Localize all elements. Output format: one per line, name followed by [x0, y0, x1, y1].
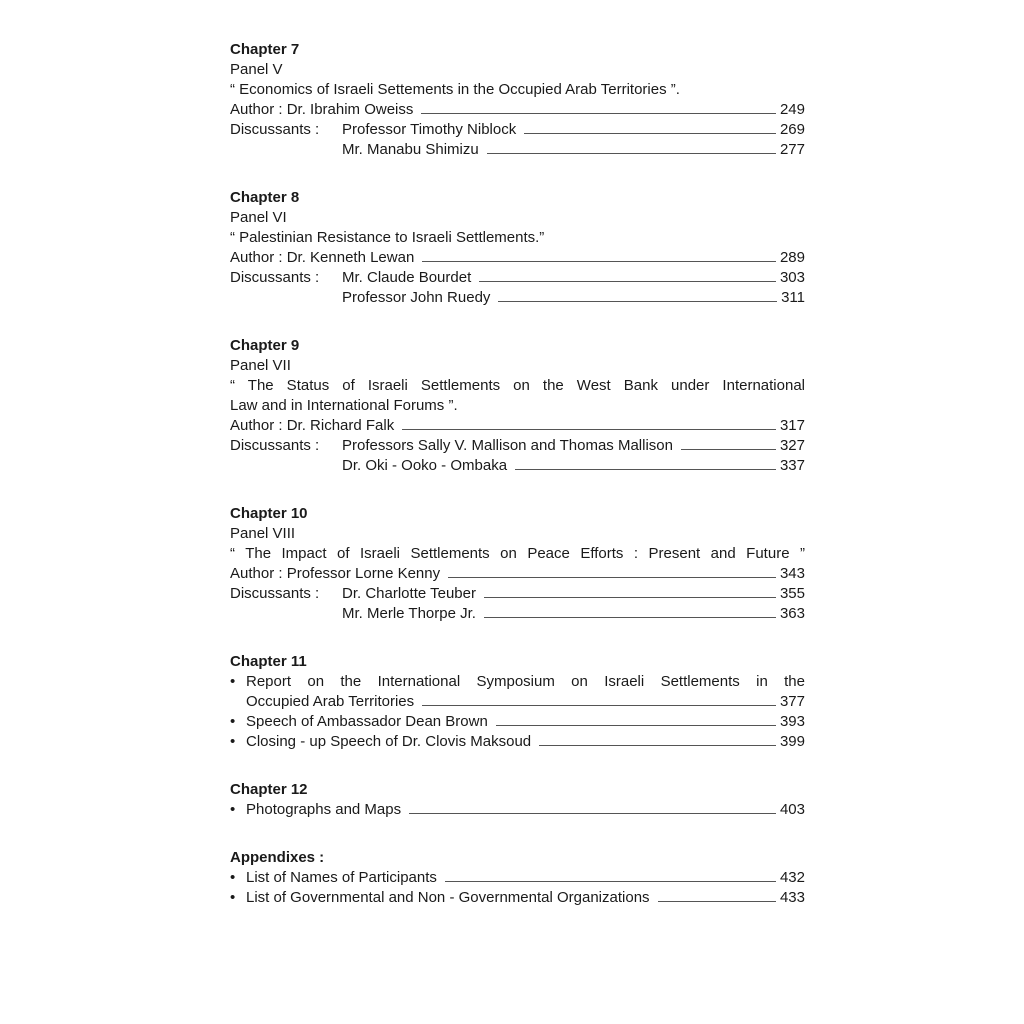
discussant-name: Mr. Manabu Shimizu: [342, 141, 479, 158]
leader-line: [445, 881, 776, 882]
page-number: 269: [779, 121, 805, 138]
discussants-label: Discussants :: [230, 121, 320, 138]
leader-line: [539, 745, 776, 746]
list-item-continuation: [230, 692, 805, 712]
panel-label: Panel V: [230, 61, 283, 78]
page-number: 363: [779, 605, 805, 622]
panel-label: Panel VII: [230, 357, 291, 374]
chapter-title: “ The Impact of Israeli Settlements on Peace Efforts : Present and Future ”: [230, 545, 805, 562]
leader-line: [681, 449, 776, 450]
page-number: 355: [779, 585, 805, 602]
item-text: List of Names of Participants: [246, 869, 437, 886]
leader-line: [422, 261, 776, 262]
leader-line: [448, 577, 776, 578]
discussant-name: Dr. Charlotte Teuber: [342, 585, 476, 602]
discussant-entry: [230, 604, 805, 624]
discussant-name: Professor John Ruedy: [342, 289, 491, 306]
discussants-label: Discussants :: [230, 269, 320, 286]
item-text: Photographs and Maps: [246, 801, 402, 818]
author-entry: [230, 100, 805, 120]
chapter-12-section: [230, 780, 805, 820]
author-entry: [230, 248, 805, 268]
author-label: Author : Dr. Ibrahim Oweiss: [230, 101, 414, 118]
page-number: 433: [779, 889, 805, 906]
panel-label: Panel VIII: [230, 525, 296, 542]
page-number: 303: [779, 269, 805, 286]
leader-line: [409, 813, 776, 814]
page-number: 249: [779, 101, 805, 118]
list-item: [230, 732, 805, 752]
chapter-heading: Chapter 9: [230, 337, 300, 354]
bullet-icon: •: [230, 733, 236, 750]
list-item: [230, 712, 805, 732]
bullet-icon: •: [230, 801, 236, 818]
chapter-title: “ Economics of Israeli Settements in the Occupied Arab Territories ”.: [230, 81, 680, 98]
page-number: 311: [781, 289, 805, 306]
chapter-9-section: [230, 336, 805, 476]
discussants-label: Discussants :: [230, 437, 320, 454]
bullet-icon: •: [230, 889, 236, 906]
chapter-heading: Chapter 7: [230, 41, 300, 58]
page-number: 277: [779, 141, 805, 158]
bullet-icon: •: [230, 713, 236, 730]
table-of-contents: [230, 40, 805, 936]
leader-line: [498, 301, 777, 302]
panel-label: Panel VI: [230, 209, 287, 226]
list-item: [230, 800, 805, 820]
discussant-name: Professors Sally V. Mallison and Thomas Mallison: [342, 437, 673, 454]
item-text-line: Report on the International Symposium on Israeli Settlements in the: [246, 673, 805, 690]
author-label: Author : Professor Lorne Kenny: [230, 565, 441, 582]
discussant-name: Mr. Claude Bourdet: [342, 269, 472, 286]
page-number: 337: [779, 457, 805, 474]
chapter-heading: Chapter 8: [230, 189, 300, 206]
chapter-title-line: “ The Status of Israeli Settlements on the West Bank under International: [230, 377, 805, 394]
item-text: Speech of Ambassador Dean Brown: [246, 713, 488, 730]
discussant-name: Mr. Merle Thorpe Jr.: [342, 605, 476, 622]
item-text-line: Occupied Arab Territories: [246, 693, 415, 710]
discussant-entry: [230, 120, 805, 140]
page-number: 327: [779, 437, 805, 454]
list-item: [230, 868, 805, 888]
appendixes-heading: Appendixes :: [230, 849, 325, 866]
item-text: List of Governmental and Non - Governmental Organizations: [246, 889, 650, 906]
page-number: 289: [779, 249, 805, 266]
author-entry: [230, 416, 805, 436]
discussant-entry: [230, 584, 805, 604]
page-number: 377: [779, 693, 805, 710]
leader-line: [402, 429, 776, 430]
bullet-icon: •: [230, 869, 236, 886]
chapter-10-section: [230, 504, 805, 624]
leader-line: [421, 113, 776, 114]
discussant-entry: [230, 436, 805, 456]
author-entry: [230, 564, 805, 584]
leader-line: [484, 617, 776, 618]
leader-line: [487, 153, 776, 154]
appendixes-section: [230, 848, 805, 908]
leader-line: [479, 281, 776, 282]
chapter-11-section: [230, 652, 805, 752]
discussant-name: Professor Timothy Niblock: [342, 121, 517, 138]
list-item: [230, 888, 805, 908]
discussant-entry: [230, 268, 805, 288]
leader-line: [658, 901, 776, 902]
author-label: Author : Dr. Richard Falk: [230, 417, 395, 434]
list-item: [230, 672, 805, 692]
chapter-7-section: [230, 40, 805, 160]
chapter-title-line: Law and in International Forums ”.: [230, 397, 458, 414]
page-number: 393: [779, 713, 805, 730]
page-number: 343: [779, 565, 805, 582]
leader-line: [515, 469, 776, 470]
page-number: 432: [779, 869, 805, 886]
author-label: Author : Dr. Kenneth Lewan: [230, 249, 415, 266]
discussant-name: Dr. Oki - Ooko - Ombaka: [342, 457, 508, 474]
leader-line: [524, 133, 776, 134]
discussant-entry: [230, 456, 805, 476]
item-text: Closing - up Speech of Dr. Clovis Maksoud: [246, 733, 532, 750]
chapter-heading: Chapter 10: [230, 505, 308, 522]
chapter-8-section: [230, 188, 805, 308]
leader-line: [422, 705, 776, 706]
discussant-entry: [230, 140, 805, 160]
chapter-heading: Chapter 11: [230, 653, 307, 670]
page-number: 403: [779, 801, 805, 818]
chapter-title: “ Palestinian Resistance to Israeli Settlements.”: [230, 229, 545, 246]
chapter-heading: Chapter 12: [230, 781, 308, 798]
discussant-entry: [230, 288, 805, 308]
bullet-icon: •: [230, 673, 236, 690]
page-number: 399: [779, 733, 805, 750]
leader-line: [496, 725, 776, 726]
leader-line: [484, 597, 776, 598]
page-number: 317: [779, 417, 805, 434]
discussants-label: Discussants :: [230, 585, 320, 602]
